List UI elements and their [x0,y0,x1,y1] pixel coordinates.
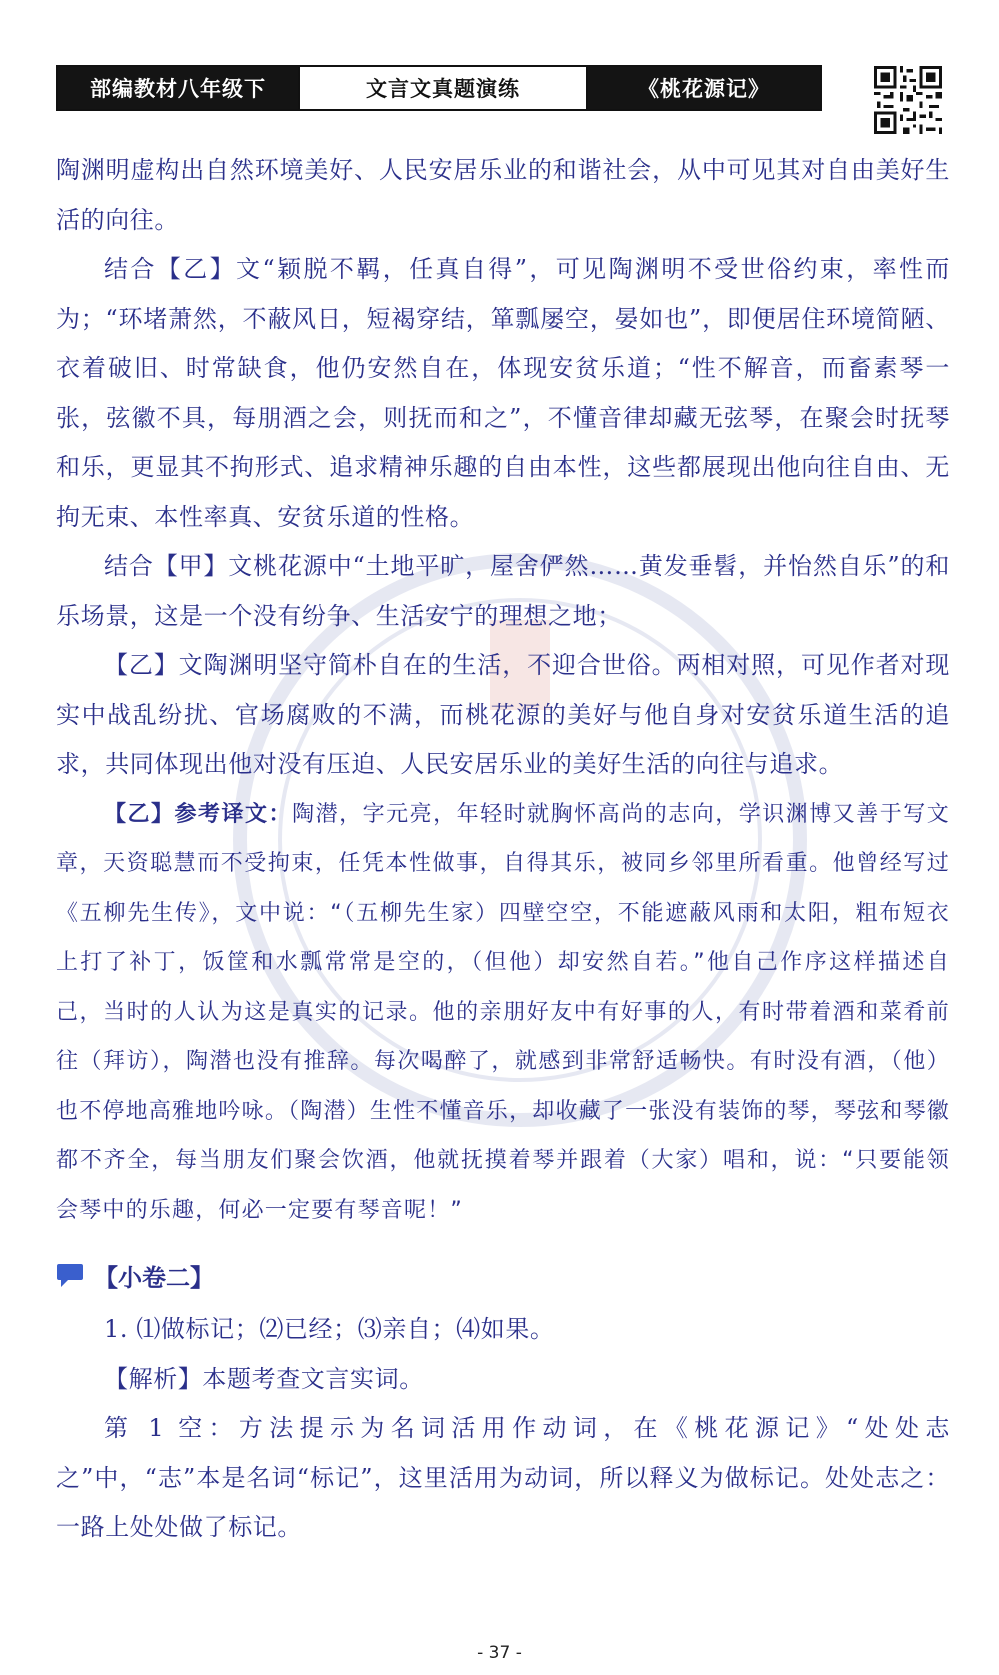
speech-bubble-icon [56,1260,86,1290]
header-title: 《桃花源记》 [588,67,820,109]
section-header [56,1251,950,1299]
paragraph-conclusion: 陶渊明虚构出自然环境美好、人民安居乐业的和谐社会，从中可见其对自由美好生活的向往。 [56,156,950,234]
header-topic: 文言文真题演练 [298,67,588,109]
qr-code-icon [874,66,942,134]
document-body [56,146,950,1553]
paragraph-translation [56,790,950,1236]
paragraph-analysis-jia: 结合【甲】文桃花源中“土地平旷，屋舍俨然……黄发垂髫，并怡然自乐”的和乐场景，这是一个没有纷争、生活安宁的理想之地； [56,552,950,630]
translation-text: 陶潜，字元亮，年轻时就胸怀高尚的志向，学识渊博又善于写文章，天资聪慧而不受拘束，任凭本性做事，自得其乐，被同乡邻里所看重。他曾经写过《五柳先生传》，文中说：“（五柳先生家）四壁空空，不能遮蔽风雨和太阳，粗布短衣上打了补丁，饭筐和水瓢常常是空的，（但他）却安然自若。”他自己作序这样描述自己，当时的人认为这是真实的记录。他的亲朋好友中有好事的人，有时带着酒和菜肴前往（拜访），陶潜也没有推辞。每次喝醉了，就感到非常舒适畅快。有时没有酒，（他）也不停地高雅地吟咏。（陶潜）生性不懂音乐，却收藏了一张没有装饰的琴，琴弦和琴徽都不齐全，每当朋友们聚会饮酒，他就抚摸着琴并跟着（大家）唱和，说：“只要能领会琴中的乐趣，何必一定要有琴音呢！” [56,801,950,1223]
header-bar [56,65,822,111]
answer-line: 1. ⑴做标记；⑵已经；⑶亲自；⑷如果。 [104,1315,555,1343]
paragraph-comparison: 【乙】文陶渊明坚守简朴自在的生活，不迎合世俗。两相对照，可见作者对现实中战乱纷扰、官场腐败的不满，而桃花源的美好与他自身对安贫乐道生活的追求，共同体现出他对没有压迫、人民安居乐业的美好生活的向往与追求。 [56,651,950,778]
header-grade: 部编教材八年级下 [58,67,298,109]
analysis-line: 【解析】本题考查文言实词。 [104,1364,424,1393]
translation-label: 【乙】参考译文： [104,801,293,827]
explanation-paragraph: 第 1 空：方法提示为名词活用作动词，在《桃花源记》“处处志之”中，“志”本是名词“标记”，这里活用为动词，所以释义为做标记。处处志之：一路上处处做了标记。 [56,1414,950,1541]
page-number: - 37 - [477,1643,522,1663]
paragraph-analysis-yi: 结合【乙】文“颖脱不羁，任真自得”，可见陶渊明不受世俗约束，率性而为；“环堵萧然，不蔽风日，短褐穿结，箪瓢屡空，晏如也”，即便居住环境简陋、衣着破旧、时常缺食，他仍安然自在，体现安贫乐道；“性不解音，而畜素琴一张，弦徽不具，每朋酒之会，则抚而和之”，不懂音律却藏无弦琴，在聚会时抚琴和乐，更显其不拘形式、追求精神乐趣的自由本性，这些都展现出他向往自由、无拘无束、本性率真、安贫乐道的性格。 [56,255,950,531]
section-title: 【小卷二】 [94,1262,214,1292]
